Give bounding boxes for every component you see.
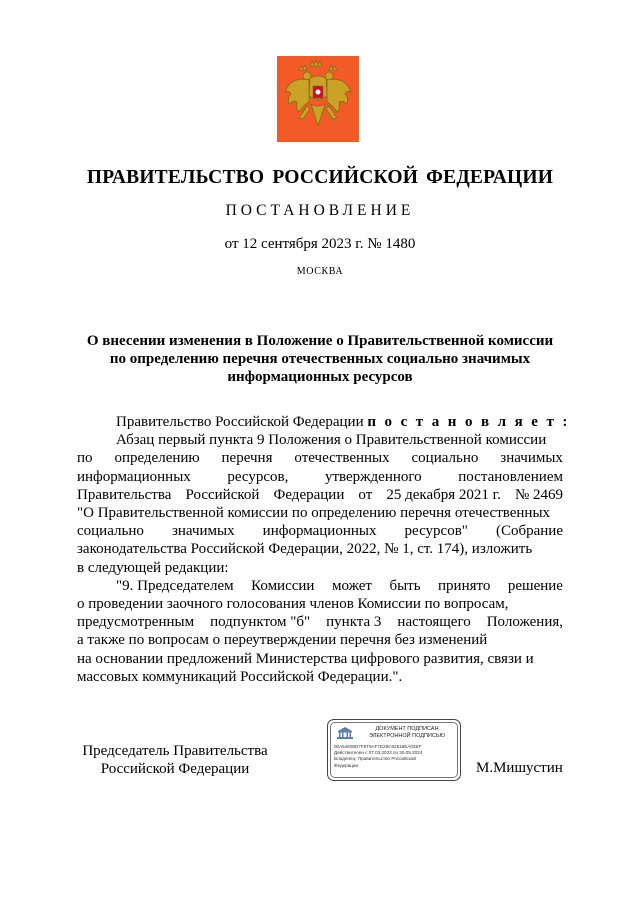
word: информационных: [262, 523, 377, 540]
word: быть: [389, 577, 421, 594]
document-date-number: от 12 сентября 2023 г. № 1480: [224, 236, 416, 252]
word: ресурсов": [404, 523, 468, 540]
signatory-position-line: Российской Федерации: [100, 761, 250, 777]
electronic-signature-stamp: [327, 719, 461, 781]
document-type: ПОСТАНОВЛЕНИЕ: [225, 202, 415, 219]
word: Федерации: [273, 486, 345, 503]
coat-of-arms-icon: [277, 56, 359, 142]
paragraph-line: законодательства Российской Федерации, 2022, № 1, ст. 174), изложить: [77, 541, 533, 558]
word: перечня: [221, 450, 273, 467]
paragraph-line: Абзац первый пункта 9 Положения о Правительственной комиссии: [116, 432, 547, 449]
word: "9. Председателем: [116, 577, 234, 594]
subject-line: О внесении изменения в Положение о Правительственной комиссии: [86, 333, 554, 349]
paragraph-line: [77, 468, 563, 486]
government-building-icon: [336, 726, 354, 740]
stamp-owner: Федерации: [334, 762, 359, 768]
word: предусмотренным: [77, 614, 195, 631]
government-title: ПРАВИТЕЛЬСТВО РОССИЙСКОЙ ФЕДЕРАЦИИ: [86, 167, 554, 188]
word: Правительства: [77, 486, 172, 503]
word: отечественных: [294, 450, 390, 467]
stamp-serial: 00A54608D7F6T9AF7E29C62918EA03EF: [334, 744, 422, 749]
paragraph-line: в следующей редакции:: [77, 559, 229, 576]
paragraph-line: [77, 449, 563, 467]
signatory-position: [60, 742, 290, 778]
word: Положения,: [486, 614, 563, 631]
word: постановлением: [458, 468, 563, 485]
word: может: [331, 577, 372, 594]
subject-line: по определению перечня отечественных социально значимых: [109, 351, 531, 367]
paragraph-line: на основании предложений Министерства цифрового развития, связи и: [77, 650, 534, 667]
word: решение: [507, 577, 563, 594]
document-city: МОСКВА: [296, 266, 344, 277]
word: социально: [411, 450, 479, 467]
word: принято: [438, 577, 491, 594]
stamp-validity: Действителен с 07.03.2023 по 30.05.2024: [334, 750, 423, 756]
word: утвержденного: [324, 468, 422, 485]
signatory-name: М.Мишустин: [476, 760, 563, 776]
signatory-position-line: Председатель Правительства: [82, 743, 268, 759]
word: подпунктом "б": [210, 614, 311, 631]
subject-line: информационных ресурсов: [227, 369, 413, 385]
paragraph-line: [77, 486, 563, 504]
stamp-heading-line: ЭЛЕКТРОННОЙ ПОДПИСЬЮ: [368, 733, 446, 739]
preamble: [77, 413, 570, 431]
word: (Собрание: [495, 523, 563, 540]
stamp-heading: [356, 726, 458, 740]
word: пункта 3: [326, 614, 382, 631]
stamp-owner: Владелец: Правительство Российской: [334, 756, 416, 762]
paragraph-line: [77, 577, 563, 595]
paragraph-line: [77, 522, 563, 540]
stamp-certificate-info: [334, 744, 458, 769]
word: значимых: [171, 523, 235, 540]
word: от: [358, 486, 373, 503]
paragraph-line: [77, 613, 563, 631]
paragraph-line: а также по вопросам о переутверждении перечня без изменений: [77, 632, 488, 649]
word: 25 декабря 2021 г.: [386, 486, 501, 503]
paragraph-line: о проведении заочного голосования членов Комиссии по вопросам,: [77, 596, 509, 613]
word: Российской: [185, 486, 260, 503]
word: по: [77, 450, 93, 467]
paragraph-line: массовых коммуникаций Российской Федерации.".: [77, 668, 403, 685]
document-body: [77, 413, 570, 686]
preamble-lead: Правительство Российской Федерации: [116, 414, 364, 430]
word: определению: [114, 450, 200, 467]
word: социально: [77, 523, 144, 540]
word: значимых: [500, 450, 563, 467]
word: Комиссии: [251, 577, 315, 594]
stamp-heading-line: ДОКУМЕНТ ПОДПИСАН: [375, 726, 439, 732]
word: № 2469: [514, 486, 563, 503]
document-subject: [60, 332, 580, 386]
word: информационных: [77, 468, 191, 485]
word: ресурсов,: [227, 468, 289, 485]
paragraph-line: "О Правительственной комиссии по определению перечня отечественных: [77, 505, 551, 522]
preamble-decree: п о с т а н о в л я е т :: [367, 414, 570, 430]
word: настоящего: [397, 614, 471, 631]
